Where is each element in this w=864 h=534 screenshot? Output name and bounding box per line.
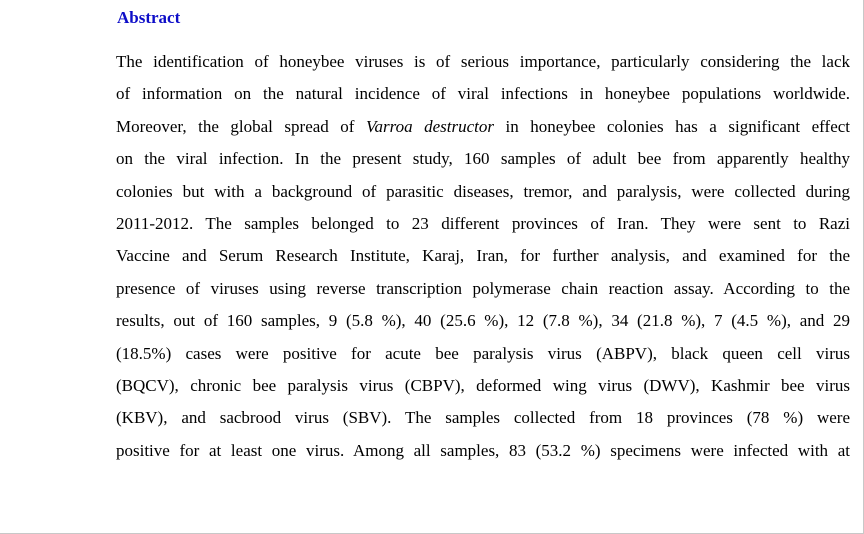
abstract-line-6: 2011-2012. The samples belonged to 23 different provinces of Iran. They were sent to Razi bbox=[116, 213, 850, 233]
abstract-line-8: presence of viruses using reverse transcription polymerase chain reaction assay. According to the bbox=[116, 278, 850, 298]
abstract-line-3-start: Moreover, the global spread of bbox=[116, 116, 355, 136]
abstract-line-3 bbox=[116, 111, 850, 143]
abstract-heading: Abstract bbox=[117, 8, 181, 27]
abstract-line-5: colonies but with a background of parasitic diseases, tremor, and paralysis, were collected during bbox=[116, 181, 850, 201]
abstract-line-1: The identification of honeybee viruses is of serious importance, particularly considering the lack bbox=[116, 52, 850, 71]
abstract-line-7: Vaccine and Serum Research Institute, Karaj, Iran, for further analysis, and examined for the bbox=[116, 246, 850, 266]
abstract-line-4: on the viral infection. In the present study, 160 samples of adult bee from apparently healthy bbox=[116, 149, 850, 169]
abstract-line-12: (KBV), and sacbrood virus (SBV). The samples collected from 18 provinces (78 %) were bbox=[116, 408, 850, 428]
abstract-line-2: of information on the natural incidence of viral infections in honeybee populations worldwide. bbox=[116, 84, 850, 104]
abstract-line-10: (18.5%) cases were positive for acute bee paralysis virus (ABPV), black queen cell virus bbox=[116, 343, 850, 363]
abstract-line-13: positive for at least one virus. Among all samples, 83 (53.2 %) specimens were infected with at bbox=[116, 440, 850, 460]
abstract-line-9: results, out of 160 samples, 9 (5.8 %), 40 (25.6 %), 12 (7.8 %), 34 (21.8 %), 7 (4.5 %), and 29 bbox=[116, 311, 850, 331]
abstract-line-3-end: in honeybee colonies has a significant effect bbox=[494, 116, 851, 136]
abstract-body bbox=[116, 46, 850, 467]
abstract-line-11: (BQCV), chronic bee paralysis virus (CBPV), deformed wing virus (DWV), Kashmir bee virus bbox=[116, 375, 850, 395]
species-name: Varroa destructor bbox=[366, 116, 495, 136]
